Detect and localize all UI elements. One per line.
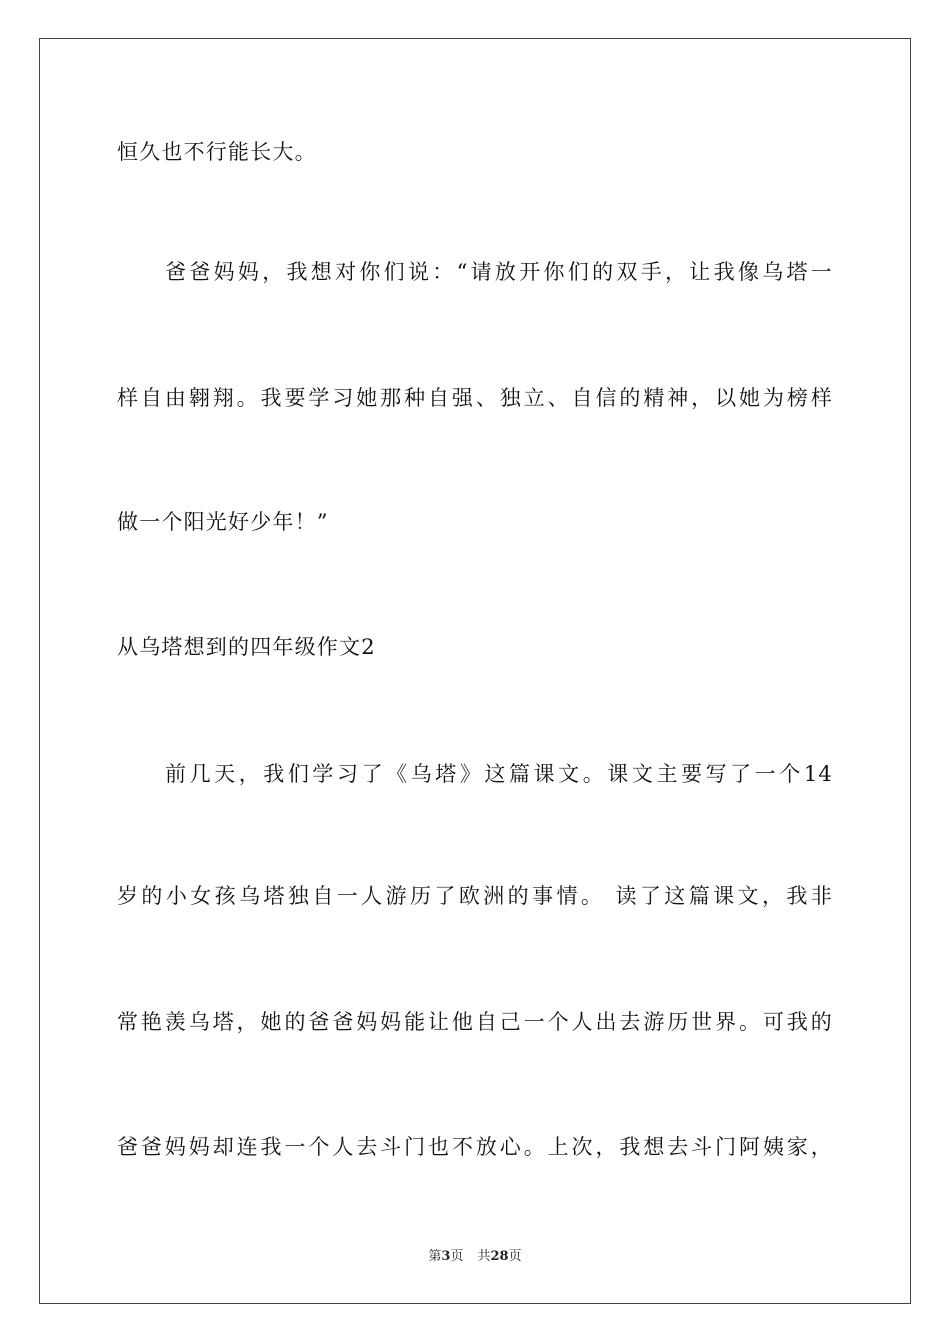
page-label-prefix: 第 <box>428 1249 442 1264</box>
total-page-count: 28 <box>490 1249 509 1264</box>
text-line-3: 样自由翱翔。我要学习她那种自强、独立、自信的精神，以她为榜样 <box>117 386 833 410</box>
text-line-7: 岁的小女孩乌塔独自一人游历了欧洲的事情。 读了这篇课文，我非 <box>117 884 833 908</box>
total-label-suffix: 页 <box>508 1249 522 1264</box>
text-line-6: 前几天，我们学习了《乌塔》这篇课文。课文主要写了一个14 <box>165 762 833 786</box>
page-border <box>39 38 911 1304</box>
text-line-2: 爸爸妈妈，我想对你们说：“请放开你们的双手，让我像乌塔一 <box>165 260 833 284</box>
total-label-prefix: 共 <box>477 1249 491 1264</box>
current-page-number: 3 <box>441 1249 451 1264</box>
text-line-1: 恒久也不行能长大。 <box>117 140 317 164</box>
page-footer <box>0 1248 950 1266</box>
text-line-4: 做一个阳光好少年！” <box>117 510 329 534</box>
text-line-9: 爸爸妈妈却连我一个人去斗门也不放心。上次，我想去斗门阿姨家， <box>117 1135 833 1159</box>
section-heading: 从乌塔想到的四年级作文2 <box>117 635 376 659</box>
page-label-suffix: 页 <box>450 1249 464 1264</box>
text-line-8: 常艳羡乌塔，她的爸爸妈妈能让他自己一个人出去游历世界。可我的 <box>117 1010 833 1034</box>
